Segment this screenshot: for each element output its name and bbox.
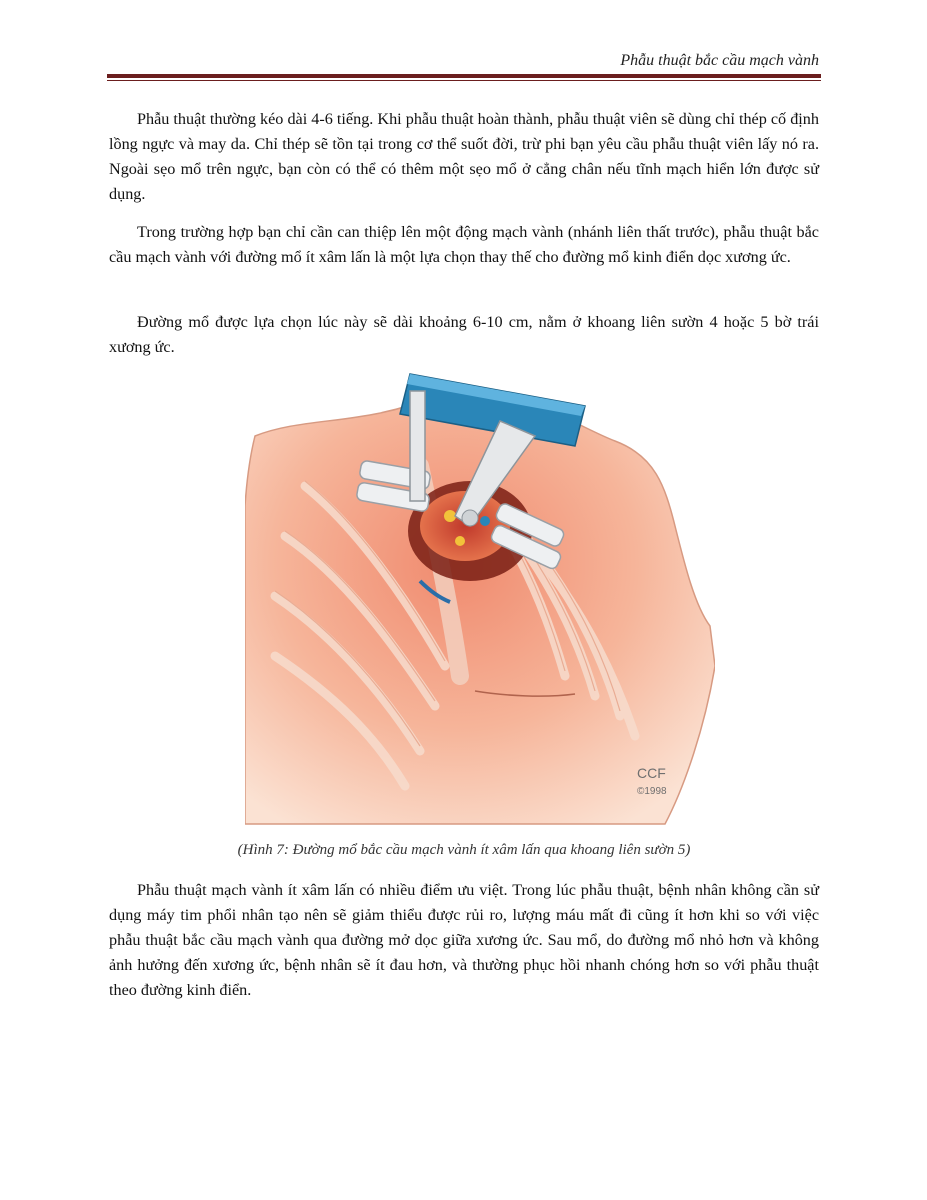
paragraph-2: Trong trường hợp bạn chỉ cần can thiệp lên một động mạch vành (nhánh liên thất trước), phẫu thuật bắc cầu mạch vành với đường mổ ít xâm lấn là một lựa chọn thay thế cho đường mổ kinh điển dọc xương ức. <box>109 223 819 266</box>
surgical-illustration <box>245 366 715 826</box>
paragraph-4: Phẫu thuật mạch vành ít xâm lấn có nhiều điểm ưu việt. Trong lúc phẫu thuật, bệnh nhân không cần sử dụng máy tim phổi nhân tạo nên sẽ giảm thiểu được rủi ro, lượng máu mất đi cũng ít hơn khi so với việc phẫu thuật bắc cầu mạch vành qua đường mở dọc giữa xương ức. Sau mổ, do đường mổ nhỏ hơn và không ảnh hưởng đến xương ức, bệnh nhân sẽ ít đau hơn, và thường phục hồi nhanh chóng hơn so với phẫu thuật theo đường kinh điển. <box>109 881 819 999</box>
paragraph-1: Phẫu thuật thường kéo dài 4-6 tiếng. Khi phẫu thuật hoàn thành, phẫu thuật viên sẽ dùng chỉ thép cố định lồng ngực và may da. Chỉ thép sẽ tồn tại trong cơ thể suốt đời, trừ phi bạn yêu cầu phẫu thuật viên lấy nó ra. Ngoài sẹo mổ trên ngực, bạn còn có thể có thêm một sẹo mổ ở cẳng chân nếu tĩnh mạch hiển lớn được sử dụng. <box>109 110 819 203</box>
paragraph-3: Đường mổ được lựa chọn lúc này sẽ dài khoảng 6-10 cm, nằm ở khoang liên sườn 4 hoặc 5 bờ trái xương ức. <box>109 313 819 356</box>
figure-caption: (Hình 7: Đường mổ bắc cầu mạch vành ít xâm lấn qua khoang liên sườn 5) <box>237 842 691 858</box>
header-title: Phẫu thuật bắc cầu mạch vành <box>620 52 819 69</box>
header-rule-thin <box>107 80 821 81</box>
header-rule-thick <box>107 74 821 78</box>
figure-watermark: CCF <box>637 765 666 781</box>
torso-shape <box>245 391 715 824</box>
figure-watermark-year: ©1998 <box>637 786 667 797</box>
